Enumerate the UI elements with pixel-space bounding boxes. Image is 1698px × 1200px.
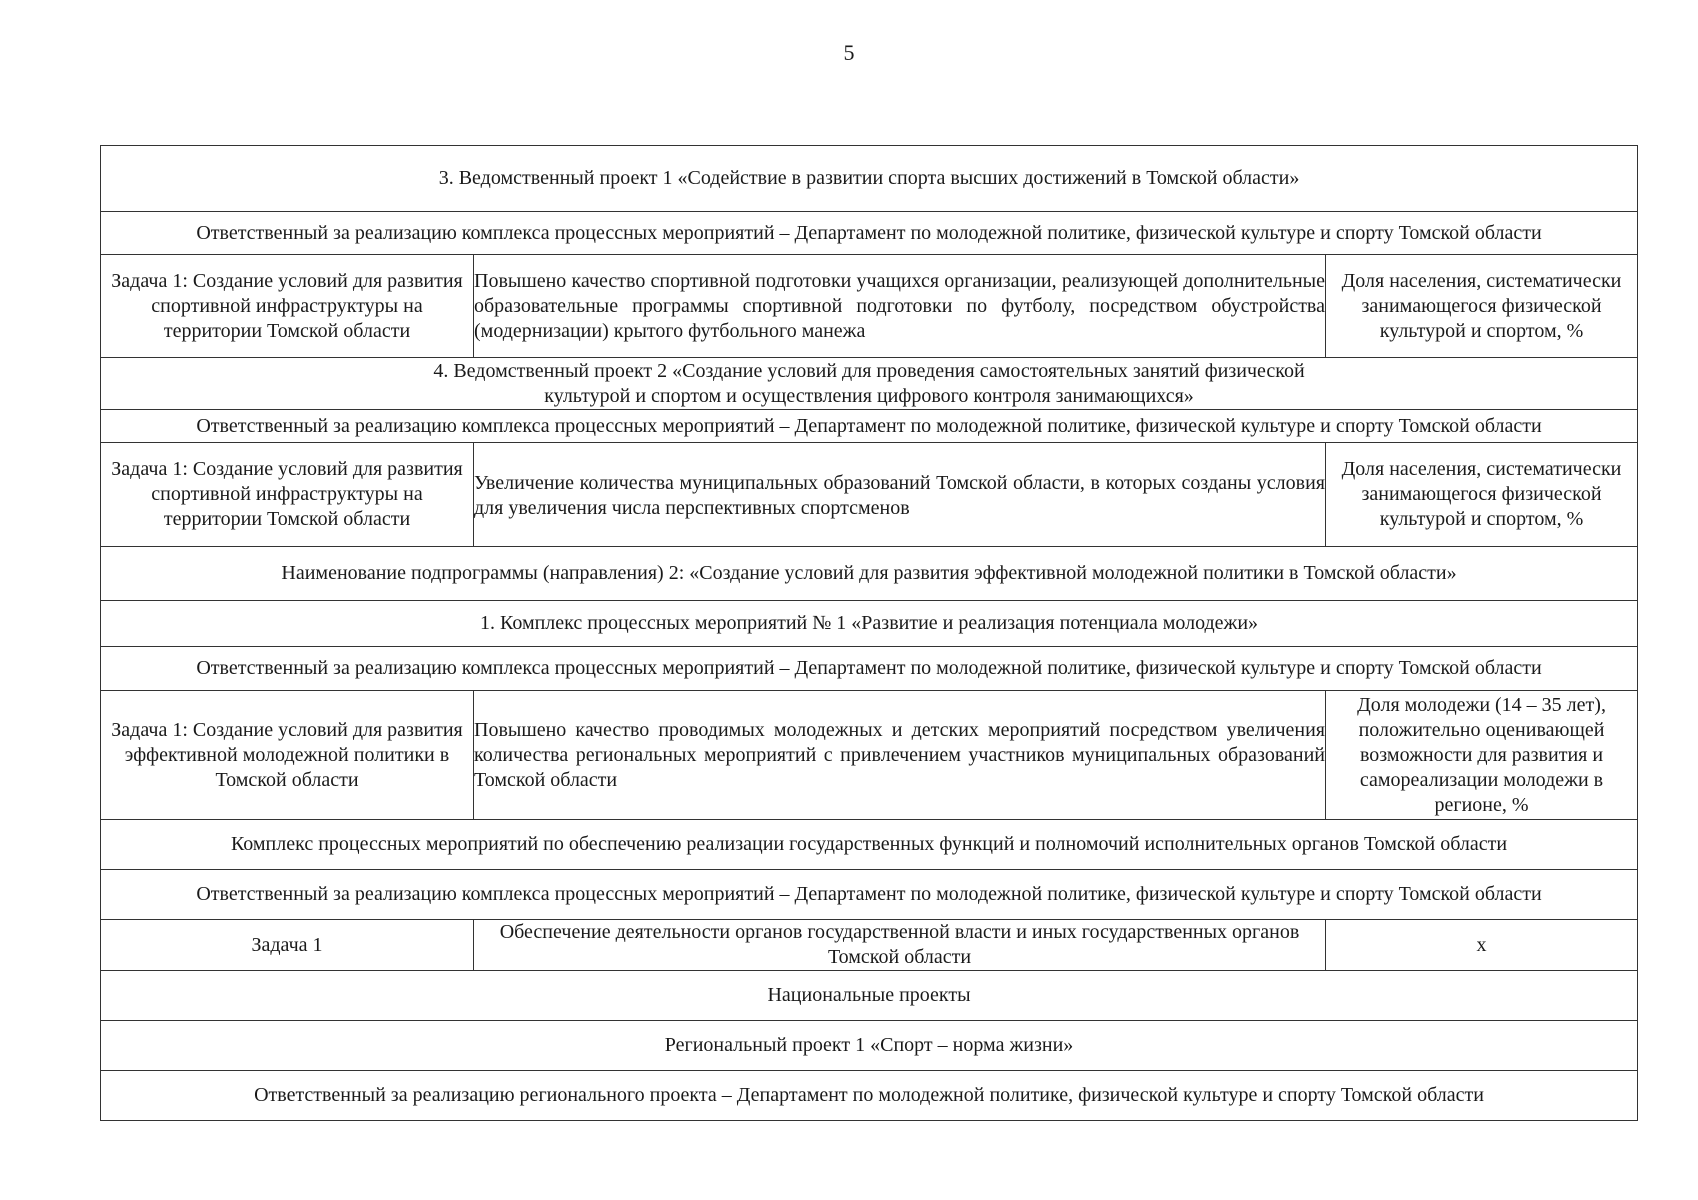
table-row [101,547,1638,601]
table-row [101,601,1638,647]
responsible-row: Ответственный за реализацию комплекса процессных мероприятий – Департамент по молодежной политике, физической культуре и спорту Томской области [101,870,1638,920]
result-description-cell: Повышено качество проводимых молодежных и детских мероприятий посредством увеличения количества региональных мероприятий с привлечением участников муниципальных образований Томской области [474,691,1326,820]
table-row [101,255,1638,358]
table-row [101,820,1638,870]
task-cell: Задача 1: Создание условий для развития спортивной инфраструктуры на территории Томской области [101,255,474,358]
result-description-cell: Увеличение количества муниципальных образований Томской области, в которых созданы условия для увеличения числа перспективных спортсменов [474,443,1326,547]
table-row [101,920,1638,971]
section-heading: Национальные проекты [101,971,1638,1021]
table-row [101,691,1638,820]
project-heading: 3. Ведомственный проект 1 «Содействие в развитии спорта высших достижений в Томской области» [101,146,1638,212]
responsible-row: Ответственный за реализацию комплекса процессных мероприятий – Департамент по молодежной политике, физической культуре и спорту Томской области [101,212,1638,255]
table-row [101,212,1638,255]
table-row [101,146,1638,212]
responsible-row: Ответственный за реализацию комплекса процессных мероприятий – Департамент по молодежной политике, физической культуре и спорту Томской области [101,647,1638,691]
responsible-row: Ответственный за реализацию регионального проекта – Департамент по молодежной политике, физической культуре и спорту Томской области [101,1071,1638,1121]
table-row [101,1021,1638,1071]
task-cell: Задача 1: Создание условий для развития спортивной инфраструктуры на территории Томской области [101,443,474,547]
page-number: 5 [843,40,855,65]
indicator-cell: x [1326,920,1638,971]
complex-heading: Комплекс процессных мероприятий по обеспечению реализации государственных функций и полномочий исполнительных органов Томской области [101,820,1638,870]
result-description-cell: Обеспечение деятельности органов государственной власти и иных государственных органов Томской области [474,920,1326,971]
table-row [101,358,1638,410]
result-description-cell: Повышено качество спортивной подготовки учащихся организации, реализующей дополнительные образовательные программы спортивной подготовки по футболу, посредством обустройства (модернизации) крытого футбольного манежа [474,255,1326,358]
program-structure-table [100,145,1638,1121]
table-row [101,647,1638,691]
complex-heading: 1. Комплекс процессных мероприятий № 1 «Развитие и реализация потенциала молодежи» [101,601,1638,647]
project-heading: Региональный проект 1 «Спорт – норма жизни» [101,1021,1638,1071]
table-row [101,410,1638,443]
task-cell: Задача 1: Создание условий для развития эффективной молодежной политики в Томской области [101,691,474,820]
table-row [101,870,1638,920]
project-heading: 4. Ведомственный проект 2 «Создание условий для проведения самостоятельных занятий физической культурой и спортом и осуществления цифрового контроля занимающихся» [101,358,1638,410]
table-row [101,443,1638,547]
task-cell: Задача 1 [101,920,474,971]
indicator-cell: Доля населения, систематически занимающегося физической культурой и спортом, % [1326,443,1638,547]
table-row [101,1071,1638,1121]
table-row [101,971,1638,1021]
indicator-cell: Доля населения, систематически занимающегося физической культурой и спортом, % [1326,255,1638,358]
subprogram-heading: Наименование подпрограммы (направления) 2: «Создание условий для развития эффективной молодежной политики в Томской области» [101,547,1638,601]
responsible-row: Ответственный за реализацию комплекса процессных мероприятий – Департамент по молодежной политике, физической культуре и спорту Томской области [101,410,1638,443]
indicator-cell: Доля молодежи (14 – 35 лет), положительно оценивающей возможности для развития и самореализации молодежи в регионе, % [1326,691,1638,820]
